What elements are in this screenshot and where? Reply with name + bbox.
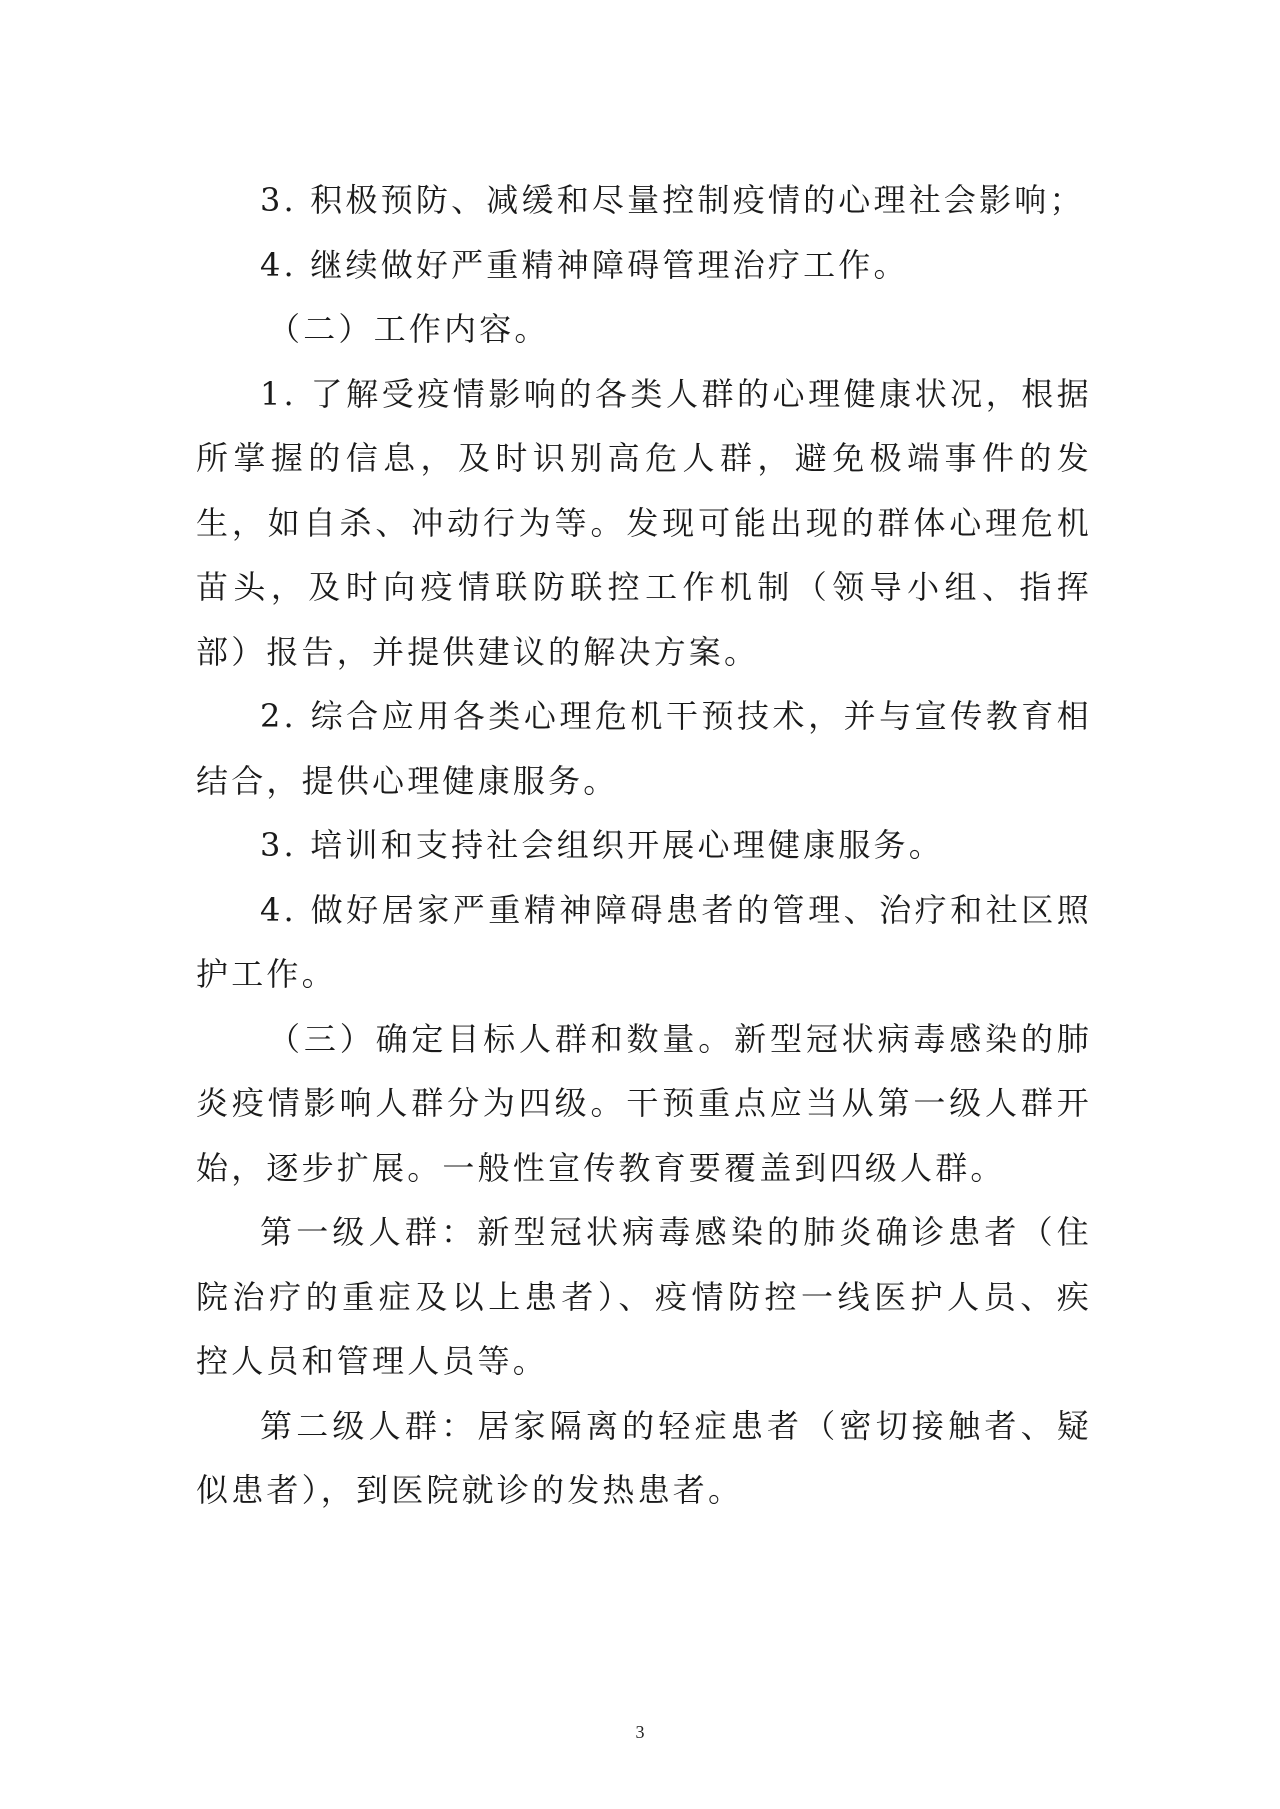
paragraph-content-4: 4. 做好居家严重精神障碍患者的管理、治疗和社区照护工作。 <box>196 890 1092 993</box>
section-heading-work-content: （二）工作内容。 <box>268 310 550 348</box>
paragraph-goal-3: 3. 积极预防、减缓和尽量控制疫情的心理社会影响； <box>260 181 1085 219</box>
paragraph-content-1: 1. 了解受疫情影响的各类人群的心理健康状况，根据所掌握的信息，及时识别高危人群，避免极端事件的发生，如自杀、冲动行为等。发现可能出现的群体心理危机苗头，及时向疫情联防联控工作机制（领导小组、指挥部）报告，并提供建议的解决方案。 <box>196 374 1092 671</box>
page-number: 3 <box>635 1722 645 1742</box>
section-heading-target-groups: （三）确定目标人群和数量。新型冠状病毒感染的肺炎疫情影响人群分为四级。干预重点应当从第一级人群开始，逐步扩展。一般性宣传教育要覆盖到四级人群。 <box>196 1019 1092 1187</box>
paragraph-content-3: 3. 培训和支持社会组织开展心理健康服务。 <box>260 826 944 864</box>
paragraph-group-level-2: 第二级人群：居家隔离的轻症患者（密切接触者、疑似患者），到医院就诊的发热患者。 <box>196 1406 1092 1509</box>
paragraph-content-2: 2. 综合应用各类心理危机干预技术，并与宣传教育相结合，提供心理健康服务。 <box>196 697 1092 800</box>
body-text <box>196 168 1092 1523</box>
paragraph-group-level-1: 第一级人群：新型冠状病毒感染的肺炎确诊患者（住院治疗的重症及以上患者）、疫情防控一线医护人员、疾控人员和管理人员等。 <box>196 1213 1092 1380</box>
paragraph-goal-4: 4. 继续做好严重精神障碍管理治疗工作。 <box>260 245 909 284</box>
